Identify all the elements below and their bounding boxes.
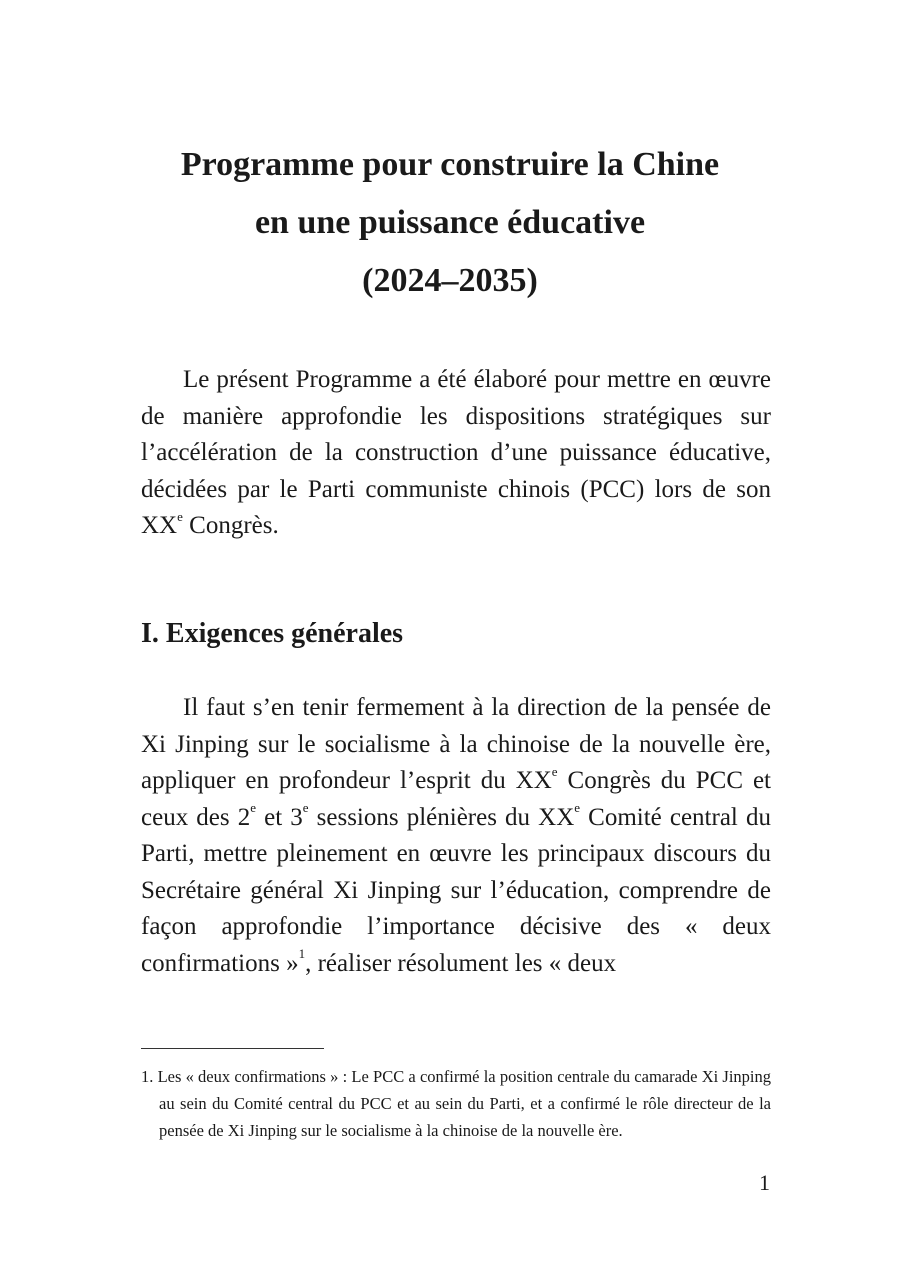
superscript-e: e xyxy=(551,763,558,779)
document-title xyxy=(100,136,800,310)
page-number: 1 xyxy=(759,1170,770,1195)
intro-text-end: Congrès. xyxy=(182,512,279,539)
paragraph-text: , réaliser résolument les « deux xyxy=(305,949,617,977)
paragraph-text: Comité central du Parti, mettre pleinement en œuvre les principaux discours du Secrétaire général Xi Jinping sur l’éducation, comprendre de façon approfondie l’importance décisive des « deux confirmations » xyxy=(141,803,771,977)
superscript-e: e xyxy=(302,800,309,816)
paragraph-text: sessions plénières du XX xyxy=(308,803,575,831)
footnote-reference[interactable]: 1 xyxy=(298,946,306,962)
intro-text: Le présent Programme a été élaboré pour mettre en œuvre de manière approfondie les dispositions stratégiques sur l’accélération de la construction d’une puissance éducative, décidées par le Parti communiste chinois (PCC) lors de son XX xyxy=(141,366,771,539)
paragraph-text: Il faut s’en tenir fermement à la direction de la pensée de Xi Jinping sur le socialisme à la chinoise de la nouvelle ère, appliquer en profondeur l’esprit du XX xyxy=(141,694,771,794)
title-line-2: en une puissance éducative xyxy=(254,204,646,241)
intro-paragraph xyxy=(141,362,771,545)
section-heading: I. Exigences générales xyxy=(141,618,404,649)
superscript-e: e xyxy=(574,800,581,816)
superscript-e: e xyxy=(250,800,257,816)
title-line-3: (2024–2035) xyxy=(362,262,538,299)
paragraph-text: et 3 xyxy=(256,803,303,831)
footnote-divider xyxy=(141,1048,324,1049)
footnote: 1. Les « deux confirmations » : Le PCC a confirmé la position centrale du camarade Xi Jinping au sein du Comité central du PCC et au sein du Parti, et a confirmé le rôle directeur de la pensée de Xi Jinping sur le socialisme à la chinoise de la nouvelle ère. xyxy=(141,1067,771,1140)
title-line-1: Programme pour construire la Chine xyxy=(180,146,720,183)
superscript-e: e xyxy=(177,508,183,524)
paragraph-text: Congrès du PCC et ceux des 2 xyxy=(141,767,772,831)
section-paragraph xyxy=(141,690,771,982)
